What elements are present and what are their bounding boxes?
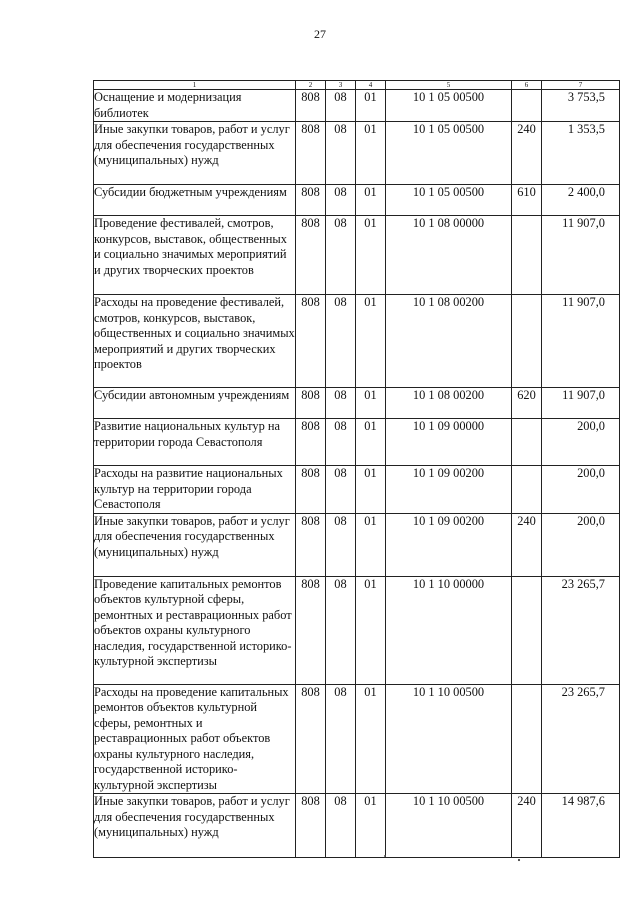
target-code-cell: 10 1 10 00000	[386, 576, 512, 684]
row-name: Субсидии автономным учреждениям	[94, 388, 296, 419]
code-cell: 08	[326, 90, 356, 122]
code-cell: 08	[326, 684, 356, 794]
column-number: 3	[326, 81, 356, 90]
scan-speck	[384, 855, 386, 857]
code-cell: 01	[356, 419, 386, 466]
amount-cell: 11 907,0	[542, 388, 620, 419]
code-cell: 01	[356, 513, 386, 576]
code-cell: 01	[356, 216, 386, 295]
code-cell: 808	[296, 122, 326, 185]
type-code-cell: 240	[512, 122, 542, 185]
target-code-cell: 10 1 09 00200	[386, 466, 512, 514]
target-code-cell: 10 1 09 00200	[386, 513, 512, 576]
scan-speck	[518, 859, 520, 861]
row-name: Иные закупки товаров, работ и услуг для обеспечения государственных (муниципальных) нужд	[94, 513, 296, 576]
code-cell: 08	[326, 794, 356, 858]
amount-cell: 11 907,0	[542, 295, 620, 388]
column-number: 1	[94, 81, 296, 90]
code-cell: 808	[296, 419, 326, 466]
type-code-cell: 610	[512, 185, 542, 216]
code-cell: 808	[296, 466, 326, 514]
code-cell: 01	[356, 90, 386, 122]
amount-cell: 3 753,5	[542, 90, 620, 122]
row-name: Расходы на проведение капитальных ремонтов объектов культурной сферы, ремонтных и реставрационных работ объектов охраны культурного наследия, государственной историко-культурной экспертизы	[94, 684, 296, 794]
code-cell: 808	[296, 295, 326, 388]
code-cell: 08	[326, 419, 356, 466]
code-cell: 01	[356, 684, 386, 794]
code-cell: 808	[296, 388, 326, 419]
amount-cell: 200,0	[542, 513, 620, 576]
target-code-cell: 10 1 08 00200	[386, 295, 512, 388]
target-code-cell: 10 1 05 00500	[386, 185, 512, 216]
code-cell: 01	[356, 794, 386, 858]
column-number: 2	[296, 81, 326, 90]
code-cell: 808	[296, 684, 326, 794]
code-cell: 08	[326, 466, 356, 514]
code-cell: 808	[296, 794, 326, 858]
target-code-cell: 10 1 08 00200	[386, 388, 512, 419]
code-cell: 01	[356, 185, 386, 216]
column-number: 4	[356, 81, 386, 90]
target-code-cell: 10 1 05 00500	[386, 90, 512, 122]
target-code-cell: 10 1 10 00500	[386, 684, 512, 794]
row-name: Развитие национальных культур на территории города Севастополя	[94, 419, 296, 466]
code-cell: 808	[296, 513, 326, 576]
row-name: Проведение фестивалей, смотров, конкурсов, выставок, общественных и социально значимых мероприятий и других творческих проектов	[94, 216, 296, 295]
row-name: Проведение капитальных ремонтов объектов культурной сферы, ремонтных и реставрационных работ объектов охраны культурного наследия, государственной историко-культурной экспертизы	[94, 576, 296, 684]
code-cell: 01	[356, 122, 386, 185]
row-name: Оснащение и модернизация библиотек	[94, 90, 296, 122]
code-cell: 01	[356, 388, 386, 419]
amount-cell: 23 265,7	[542, 684, 620, 794]
column-number: 6	[512, 81, 542, 90]
amount-cell: 11 907,0	[542, 216, 620, 295]
type-code-cell: 620	[512, 388, 542, 419]
code-cell: 08	[326, 185, 356, 216]
target-code-cell: 10 1 09 00000	[386, 419, 512, 466]
column-number: 7	[542, 81, 620, 90]
target-code-cell: 10 1 08 00000	[386, 216, 512, 295]
amount-cell: 2 400,0	[542, 185, 620, 216]
code-cell: 08	[326, 122, 356, 185]
type-code-cell: 240	[512, 794, 542, 858]
amount-cell: 200,0	[542, 419, 620, 466]
amount-cell: 200,0	[542, 466, 620, 514]
target-code-cell: 10 1 05 00500	[386, 122, 512, 185]
row-name: Расходы на развитие национальных культур на территории города Севастополя	[94, 466, 296, 514]
code-cell: 808	[296, 576, 326, 684]
code-cell: 808	[296, 216, 326, 295]
amount-cell: 23 265,7	[542, 576, 620, 684]
code-cell: 08	[326, 216, 356, 295]
code-cell: 01	[356, 295, 386, 388]
code-cell: 01	[356, 576, 386, 684]
amount-cell: 1 353,5	[542, 122, 620, 185]
row-name: Иные закупки товаров, работ и услуг для обеспечения государственных (муниципальных) нужд	[94, 122, 296, 185]
code-cell: 808	[296, 90, 326, 122]
code-cell: 01	[356, 466, 386, 514]
code-cell: 08	[326, 513, 356, 576]
code-cell: 808	[296, 185, 326, 216]
page-number: 27	[314, 27, 326, 41]
row-name: Субсидии бюджетным учреждениям	[94, 185, 296, 216]
row-name: Иные закупки товаров, работ и услуг для обеспечения государственных (муниципальных) нужд	[94, 794, 296, 858]
amount-cell: 14 987,6	[542, 794, 620, 858]
column-number: 5	[386, 81, 512, 90]
code-cell: 08	[326, 576, 356, 684]
code-cell: 08	[326, 295, 356, 388]
code-cell: 08	[326, 388, 356, 419]
target-code-cell: 10 1 10 00500	[386, 794, 512, 858]
type-code-cell: 240	[512, 513, 542, 576]
row-name: Расходы на проведение фестивалей, смотров, конкурсов, выставок, общественных и социально значимых мероприятий и других творческих проектов	[94, 295, 296, 388]
